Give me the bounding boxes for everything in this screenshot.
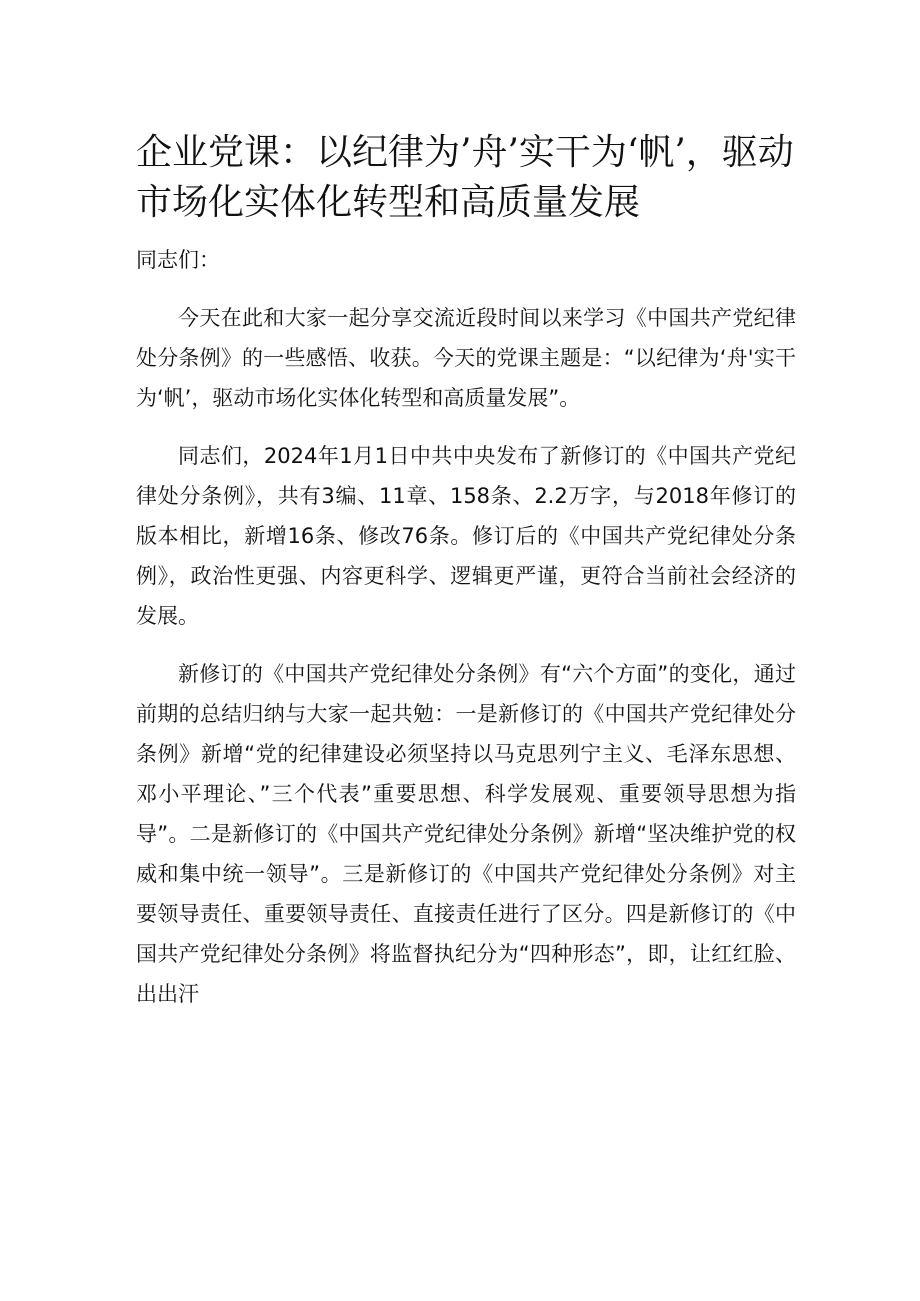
salutation: 同志们： — [136, 248, 220, 272]
paragraph-intro: 今天在此和大家一起分享交流近段时间以来学习《中国共产党纪律处分条例》的一些感悟、收获。今天的党课主题是：“以纪律为‘舟'实干为‘帆’，驱动市场化实体化转型和高质量发展”。 — [136, 306, 796, 410]
paragraph-revision-overview: 同志们，2024年1月1日中共中央发布了新修订的《中国共产党纪律处分条例》，共有3编、11章、158条、2.2万字，与2018年修订的版本相比，新增16条、修改76条。修订后的《中国共产党纪律处分条例》，政治性更强、内容更科学、逻辑更严谨，更符合当前社会经济的发展。 — [136, 444, 796, 628]
paragraph-six-changes: 新修订的《中国共产党纪律处分条例》有“六个方面”的变化，通过前期的总结归纳与大家一起共勉：一是新修订的《中国共产党纪律处分条例》新增“党的纪律建设必须坚持以马克思列宁主义、毛泽东思想、邓小平理论、”三个代表”重要思想、科学发展观、重要领导思想为指导”。二是新修订的《中国共产党纪律处分条例》新增“坚决维护党的权威和集中统一领导”。三是新修订的《中国共产党纪律处分条例》对主要领导责任、重要领导责任、直接责任进行了区分。四是新修订的《中国共产党纪律处分条例》将监督执纪分为“四种形态”，即，让红红脸、出出汗 — [136, 662, 796, 1006]
document-body — [136, 240, 796, 1032]
document-title: 企业党课：以纪律为’舟’实干为‘帆’，驱动市场化实体化转型和高质量发展 — [136, 132, 794, 223]
